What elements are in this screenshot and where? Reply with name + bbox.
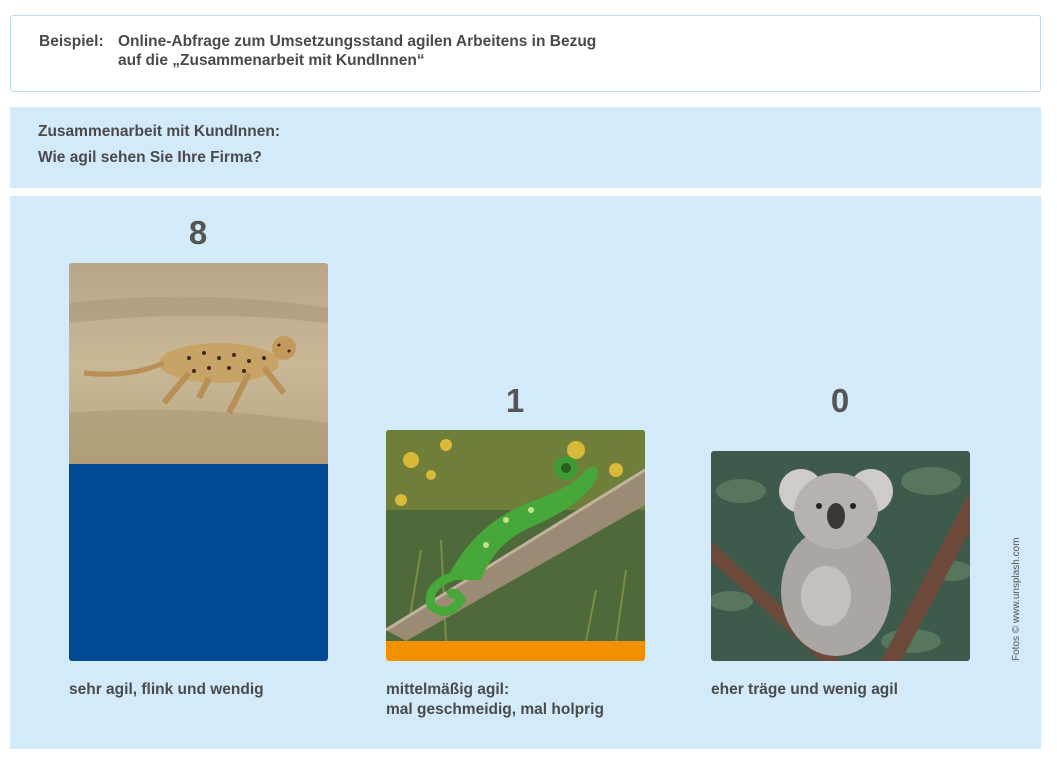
option-label-mittelmaessig-2: mal geschmeidig, mal holprig: [386, 701, 604, 718]
title-line-1: Online-Abfrage zum Umsetzungsstand agilen Arbeitens in Bezug: [118, 33, 597, 50]
title-line-2: auf die „Zusammenarbeit mit KundInnen“: [118, 52, 425, 69]
question-topic: Zusammenarbeit mit KundInnen:: [38, 123, 280, 140]
vote-bar-mittelmaessig: [386, 641, 645, 661]
photo-credit: Fotos © www.unsplash.com: [1011, 537, 1022, 661]
koala-photo: [711, 451, 970, 661]
vote-count-mittelmaessig: 1: [505, 382, 525, 419]
option-label-traege: eher träge und wenig agil: [711, 681, 898, 698]
question-box: [10, 107, 1041, 188]
title-box: [10, 15, 1041, 92]
title-prefix: Beispiel:: [39, 33, 104, 50]
vote-count-sehr-agil: 8: [188, 214, 208, 251]
option-label-sehr-agil: sehr agil, flink und wendig: [69, 681, 264, 698]
option-label-mittelmaessig-1: mittelmäßig agil:: [386, 681, 510, 698]
chameleon-photo: [386, 430, 645, 641]
question-text: Wie agil sehen Sie Ihre Firma?: [38, 149, 262, 166]
vote-bar-sehr-agil: [69, 464, 328, 661]
cheetah-photo: [69, 263, 328, 464]
vote-count-traege: 0: [830, 382, 850, 419]
